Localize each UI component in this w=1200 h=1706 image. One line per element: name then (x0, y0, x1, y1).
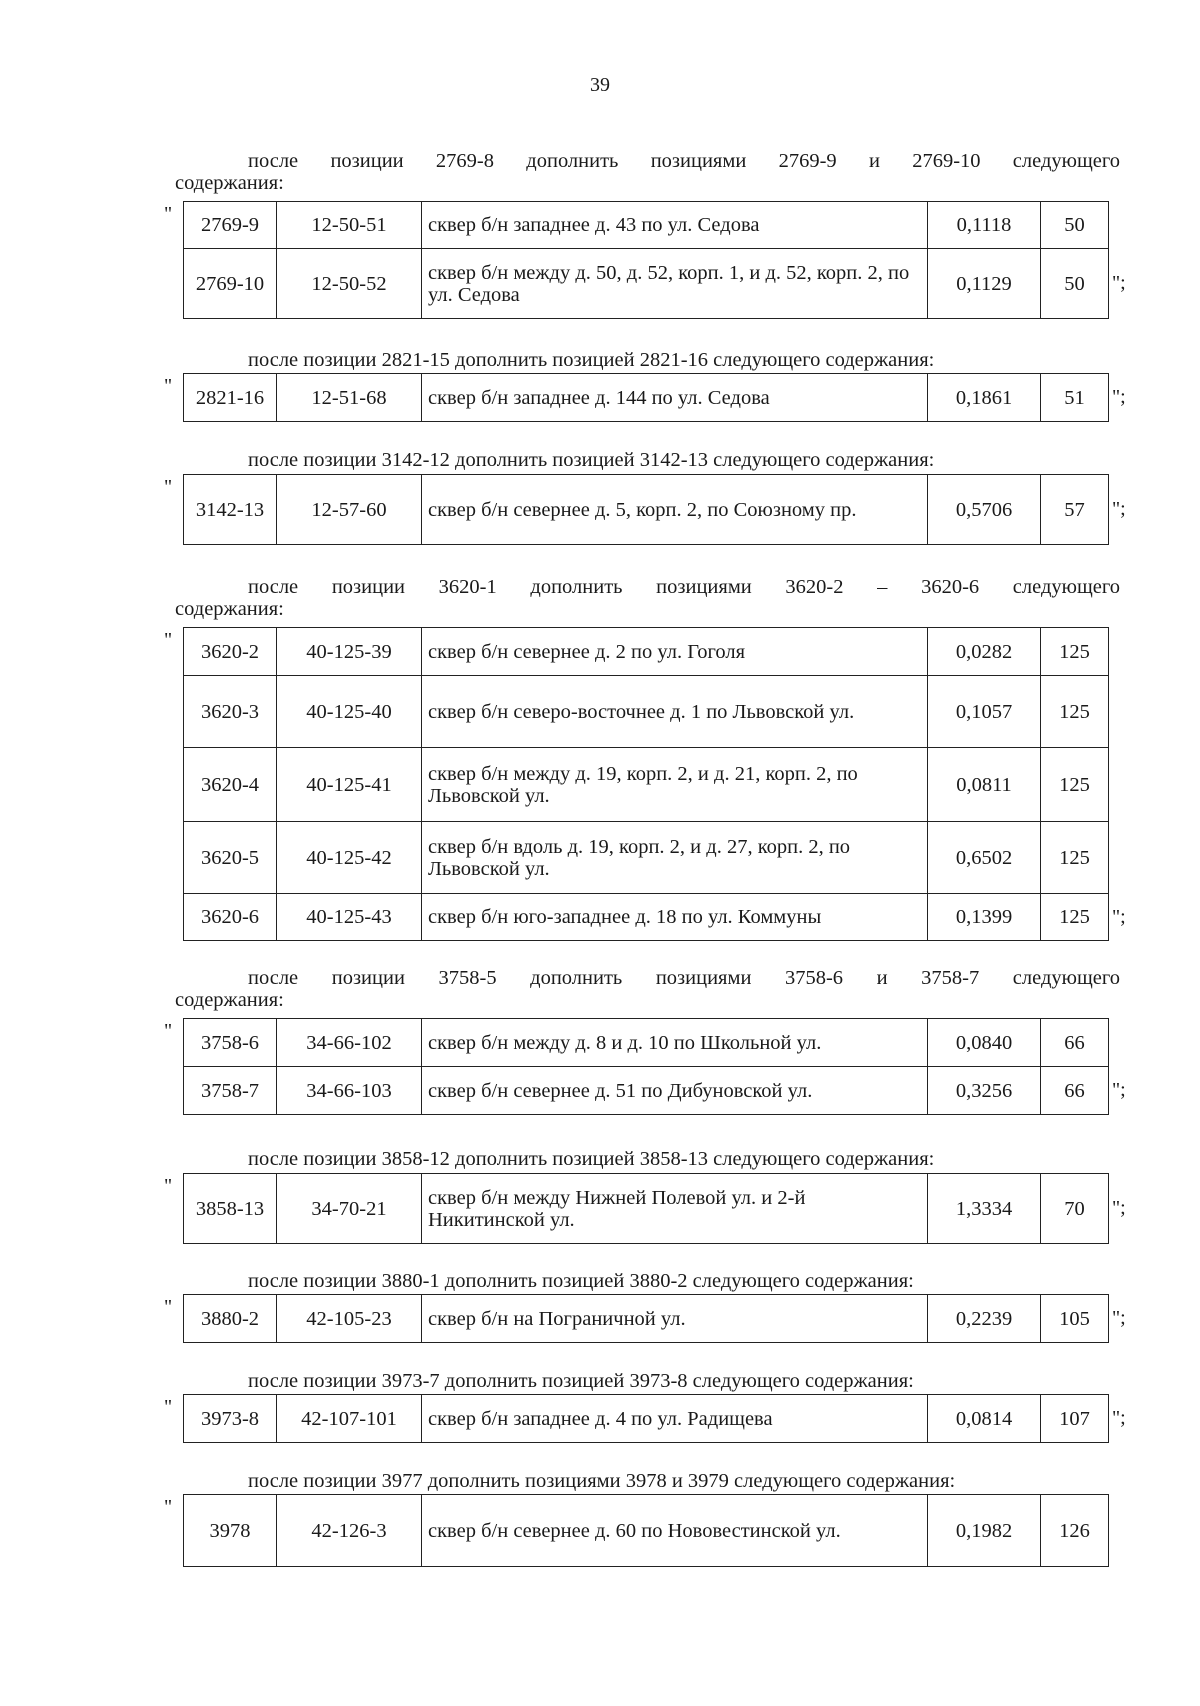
cell-code: 40-125-39 (277, 628, 422, 676)
cell-area: 0,6502 (928, 822, 1041, 894)
cell-num: 3973-8 (184, 1395, 277, 1443)
intro-line: после позиции 2769-8 дополнить позициями 2769-9 и 2769-10 следующего (248, 150, 1120, 172)
cell-area: 1,3334 (928, 1174, 1041, 1244)
cell-area: 0,0282 (928, 628, 1041, 676)
positions-table (183, 627, 1109, 941)
positions-table (183, 474, 1109, 545)
intro-line: после позиции 3758-5 дополнить позициями 3758-6 и 3758-7 следующего (248, 967, 1120, 989)
cell-zone: 66 (1041, 1067, 1109, 1115)
cell-num: 2821-16 (184, 374, 277, 422)
intro-line: после позиции 3620-1 дополнить позициями 3620-2 – 3620-6 следующего (248, 576, 1120, 598)
closing-quote: "; (1112, 905, 1126, 928)
intro-continuation: содержания: (175, 172, 284, 194)
cell-num: 3978 (184, 1495, 277, 1567)
table-row (184, 1295, 1109, 1343)
cell-area: 0,0811 (928, 748, 1041, 822)
cell-zone: 126 (1041, 1495, 1109, 1567)
section-intro (175, 967, 1120, 1011)
table-row (184, 249, 1109, 319)
cell-area: 0,1118 (928, 202, 1041, 249)
opening-quote: " (164, 476, 173, 498)
opening-quote: " (164, 375, 173, 397)
cell-zone: 57 (1041, 475, 1109, 545)
cell-zone: 70 (1041, 1174, 1109, 1244)
intro-line: после позиции 3880-1 дополнить позицией 3880-2 следующего содержания: (248, 1270, 914, 1292)
cell-num: 3758-7 (184, 1067, 277, 1115)
cell-num: 2769-10 (184, 249, 277, 319)
cell-num: 2769-9 (184, 202, 277, 249)
intro-line: после позиции 3973-7 дополнить позицией 3973-8 следующего содержания: (248, 1370, 914, 1392)
table-row (184, 628, 1109, 676)
closing-quote: "; (1112, 1079, 1126, 1101)
opening-quote: " (164, 1496, 173, 1518)
cell-num: 3880-2 (184, 1295, 277, 1343)
cell-zone: 50 (1041, 202, 1109, 249)
cell-zone: 107 (1041, 1395, 1109, 1443)
cell-code: 34-66-103 (277, 1067, 422, 1115)
cell-desc: сквер б/н юго-западнее д. 18 по ул. Коммуны (422, 894, 928, 941)
positions-table (183, 1018, 1109, 1115)
table-row (184, 1067, 1109, 1115)
cell-desc: сквер б/н севернее д. 5, корп. 2, по Союзному пр. (422, 475, 928, 545)
cell-zone: 125 (1041, 822, 1109, 894)
table-row (184, 374, 1109, 422)
cell-zone: 125 (1041, 676, 1109, 748)
cell-num: 3758-6 (184, 1019, 277, 1067)
section-intro (175, 1470, 1120, 1492)
cell-num: 3620-4 (184, 748, 277, 822)
closing-quote: "; (1112, 1407, 1126, 1429)
cell-code: 42-105-23 (277, 1295, 422, 1343)
intro-line: после позиции 2821-15 дополнить позицией 2821-16 следующего содержания: (248, 349, 935, 371)
positions-table (183, 201, 1109, 319)
cell-zone: 125 (1041, 628, 1109, 676)
cell-desc: сквер б/н западнее д. 43 по ул. Седова (422, 202, 928, 249)
positions-table (183, 1294, 1109, 1343)
cell-desc: сквер б/н севернее д. 2 по ул. Гоголя (422, 628, 928, 676)
cell-code: 42-107-101 (277, 1395, 422, 1443)
section-intro (175, 349, 1120, 371)
table-row (184, 748, 1109, 822)
table-row (184, 894, 1109, 941)
section-intro (175, 1370, 1120, 1392)
cell-area: 0,1057 (928, 676, 1041, 748)
cell-num: 3620-6 (184, 894, 277, 941)
cell-code: 12-51-68 (277, 374, 422, 422)
section-intro (175, 1270, 1120, 1292)
cell-code: 34-66-102 (277, 1019, 422, 1067)
cell-zone: 66 (1041, 1019, 1109, 1067)
table-row (184, 475, 1109, 545)
table-row (184, 1174, 1109, 1244)
cell-desc: сквер б/н западнее д. 4 по ул. Радищева (422, 1395, 928, 1443)
cell-code: 40-125-41 (277, 748, 422, 822)
table-row (184, 1495, 1109, 1567)
cell-desc: сквер б/н западнее д. 144 по ул. Седова (422, 374, 928, 422)
intro-continuation: содержания: (175, 989, 284, 1011)
opening-quote: " (164, 1296, 173, 1318)
cell-zone: 50 (1041, 249, 1109, 319)
section-intro (175, 150, 1120, 194)
cell-desc: сквер б/н вдоль д. 19, корп. 2, и д. 27, корп. 2, по Львовской ул. (422, 822, 928, 894)
cell-desc: сквер б/н северо-восточнее д. 1 по Львовской ул. (422, 676, 928, 748)
section-intro (175, 1148, 1120, 1170)
section-intro (175, 576, 1120, 620)
cell-zone: 125 (1041, 894, 1109, 941)
intro-line: после позиции 3142-12 дополнить позицией 3142-13 следующего содержания: (248, 449, 935, 471)
opening-quote: " (164, 629, 173, 651)
closing-quote: "; (1112, 386, 1126, 408)
table-row (184, 1019, 1109, 1067)
cell-code: 40-125-43 (277, 894, 422, 941)
cell-area: 0,1129 (928, 249, 1041, 319)
cell-zone: 125 (1041, 748, 1109, 822)
cell-area: 0,0814 (928, 1395, 1041, 1443)
opening-quote: " (164, 1175, 173, 1197)
positions-table (183, 1494, 1109, 1567)
intro-line: после позиции 3858-12 дополнить позицией 3858-13 следующего содержания: (248, 1148, 935, 1170)
cell-area: 0,1399 (928, 894, 1041, 941)
cell-zone: 105 (1041, 1295, 1109, 1343)
cell-num: 3142-13 (184, 475, 277, 545)
closing-quote: "; (1112, 1197, 1126, 1219)
positions-table (183, 1394, 1109, 1443)
cell-desc: сквер б/н между Нижней Полевой ул. и 2-й Никитинской ул. (422, 1174, 928, 1244)
table-row (184, 822, 1109, 894)
cell-num: 3620-5 (184, 822, 277, 894)
cell-code: 42-126-3 (277, 1495, 422, 1567)
cell-zone: 51 (1041, 374, 1109, 422)
cell-code: 40-125-42 (277, 822, 422, 894)
cell-code: 40-125-40 (277, 676, 422, 748)
cell-area: 0,1982 (928, 1495, 1041, 1567)
cell-desc: сквер б/н севернее д. 51 по Дибуновской ул. (422, 1067, 928, 1115)
table-row (184, 1395, 1109, 1443)
opening-quote: " (164, 1396, 173, 1418)
cell-num: 3858-13 (184, 1174, 277, 1244)
cell-area: 0,1861 (928, 374, 1041, 422)
page-number: 39 (590, 74, 610, 96)
cell-desc: сквер б/н на Пограничной ул. (422, 1295, 928, 1343)
cell-area: 0,5706 (928, 475, 1041, 545)
positions-table (183, 1173, 1109, 1244)
cell-code: 34-70-21 (277, 1174, 422, 1244)
opening-quote: " (164, 1020, 173, 1042)
cell-desc: сквер б/н между д. 19, корп. 2, и д. 21, корп. 2, по Львовской ул. (422, 748, 928, 822)
intro-line: после позиции 3977 дополнить позициями 3978 и 3979 следующего содержания: (248, 1470, 956, 1492)
cell-area: 0,0840 (928, 1019, 1041, 1067)
cell-code: 12-57-60 (277, 475, 422, 545)
table-row (184, 202, 1109, 249)
positions-table (183, 373, 1109, 422)
section-intro (175, 449, 1120, 471)
cell-num: 3620-3 (184, 676, 277, 748)
cell-desc: сквер б/н севернее д. 60 по Нововестинской ул. (422, 1495, 928, 1567)
cell-code: 12-50-51 (277, 202, 422, 249)
cell-area: 0,3256 (928, 1067, 1041, 1115)
intro-continuation: содержания: (175, 598, 284, 620)
cell-area: 0,2239 (928, 1295, 1041, 1343)
table-row (184, 676, 1109, 748)
closing-quote: "; (1112, 272, 1126, 294)
closing-quote: "; (1112, 498, 1126, 520)
cell-num: 3620-2 (184, 628, 277, 676)
opening-quote: " (164, 203, 173, 225)
cell-desc: сквер б/н между д. 8 и д. 10 по Школьной ул. (422, 1019, 928, 1067)
cell-code: 12-50-52 (277, 249, 422, 319)
closing-quote: "; (1112, 1307, 1126, 1329)
cell-desc: сквер б/н между д. 50, д. 52, корп. 1, и д. 52, корп. 2, по ул. Седова (422, 249, 928, 319)
